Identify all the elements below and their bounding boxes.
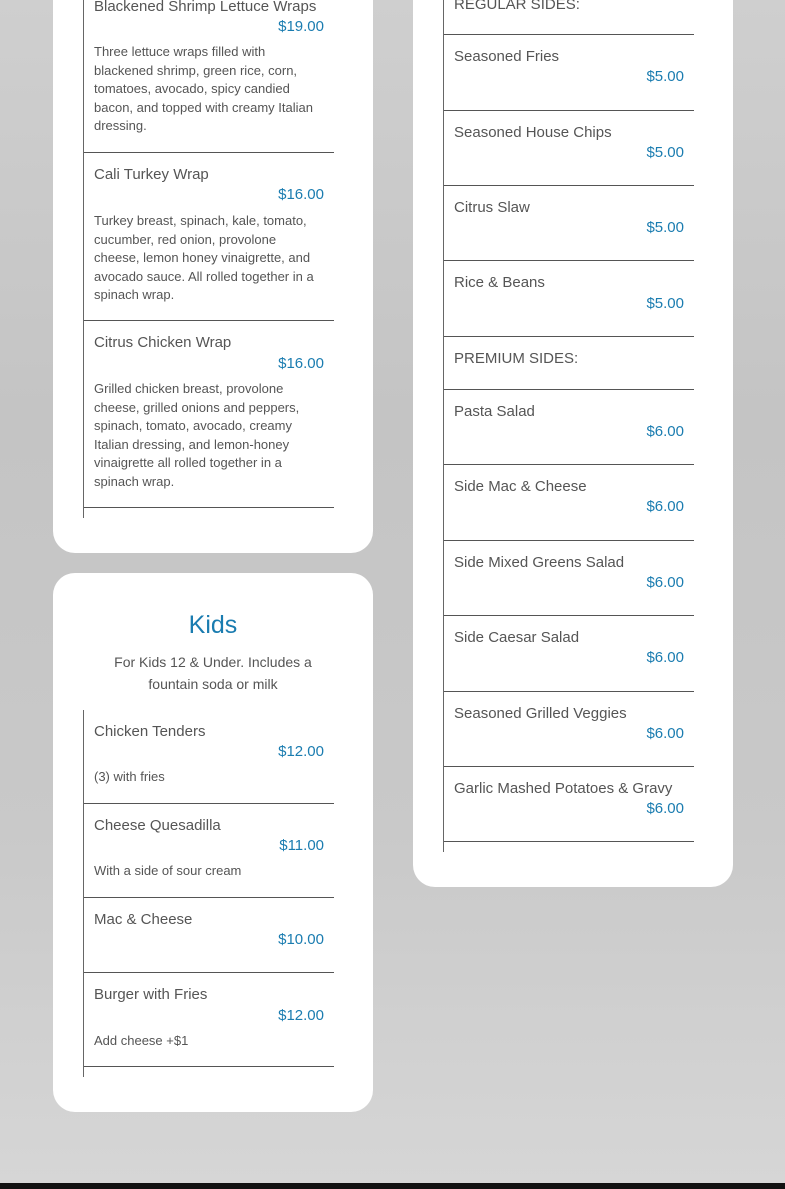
menu-item [444,390,694,465]
item-name: Citrus Slaw [454,199,530,216]
item-name: Pasta Salad [454,403,535,420]
wraps-list [83,0,334,518]
item-description: Grilled chicken breast, provolone cheese, grilled onions and peppers, spinach, tomato, avocado, creamy Italian dressing, and lemon-honey vinaigrette all rolled together in a spinach wrap. [94,381,300,489]
kids-list [83,710,334,1077]
regular-sides-heading: REGULAR SIDES: [454,0,580,13]
menu-item [84,898,334,973]
footer-bar [0,1183,785,1189]
menu-item [444,186,694,261]
menu-item [444,541,694,616]
sides-list [443,0,694,852]
menu-item [84,804,334,898]
section-heading-row [444,0,694,35]
item-description: Three lettuce wraps filled with blackened shrimp, green rice, corn, tomatoes, avocado, spicy candied bacon, and topped with creamy Italian dressing. [94,44,313,134]
item-price: $5.00 [646,144,684,161]
item-price: $5.00 [646,68,684,85]
item-price: $6.00 [646,423,684,440]
item-price: $6.00 [646,498,684,515]
menu-item [84,0,334,153]
item-price: $16.00 [278,355,324,372]
item-name: Mac & Cheese [94,911,193,928]
menu-item [84,973,334,1067]
item-description: (3) with fries [94,769,165,784]
item-name: Blackened Shrimp Lettuce Wraps [94,0,317,15]
item-price: $11.00 [279,837,324,854]
item-description: Add cheese +$1 [94,1033,189,1048]
premium-sides-heading: PREMIUM SIDES: [454,350,579,367]
menu-item [84,710,334,804]
wraps-card [53,0,373,553]
item-description: Turkey breast, spinach, kale, tomato, cucumber, red onion, provolone cheese, lemon honey vinaigrette, and avocado sauce. All rolled together in a spinach wrap. [94,213,314,303]
item-name: Garlic Mashed Potatoes & Gravy [454,780,673,797]
item-name: Side Mac & Cheese [454,478,587,495]
section-subtitle: For Kids 12 & Under. Includes a fountain soda or milk [114,654,312,692]
menu-item [444,692,694,767]
menu-item [444,261,694,337]
menu-item [444,465,694,541]
item-name: Cheese Quesadilla [94,817,221,834]
item-price: $16.00 [278,186,324,203]
item-price: $12.00 [278,743,324,760]
menu-item [444,111,694,186]
menu-item [84,153,334,321]
item-price: $12.00 [278,1007,324,1024]
item-name: Seasoned House Chips [454,124,612,141]
kids-card [53,573,373,1112]
item-name: Side Caesar Salad [454,629,580,646]
item-name: Cali Turkey Wrap [94,166,209,183]
item-price: $5.00 [646,219,684,236]
item-name: Citrus Chicken Wrap [94,334,232,351]
sides-card [413,0,733,887]
item-name: Side Mixed Greens Salad [454,554,625,571]
menu-item [444,767,694,842]
menu-item [444,616,694,692]
item-name: Seasoned Fries [454,48,560,65]
section-title: Kids [188,611,238,639]
item-name: Burger with Fries [94,986,208,1003]
item-price: $6.00 [646,800,684,817]
item-name: Chicken Tenders [94,723,206,740]
item-price: $6.00 [646,725,684,742]
section-heading-row [444,337,694,390]
item-name: Seasoned Grilled Veggies [454,705,627,722]
item-price: $10.00 [278,931,324,948]
item-description: With a side of sour cream [94,863,242,878]
item-price: $5.00 [646,295,684,312]
item-name: Rice & Beans [454,274,545,291]
menu-item [84,321,334,508]
menu-item [444,35,694,111]
item-price: $19.00 [278,18,324,35]
item-price: $6.00 [646,649,684,666]
item-price: $6.00 [646,574,684,591]
